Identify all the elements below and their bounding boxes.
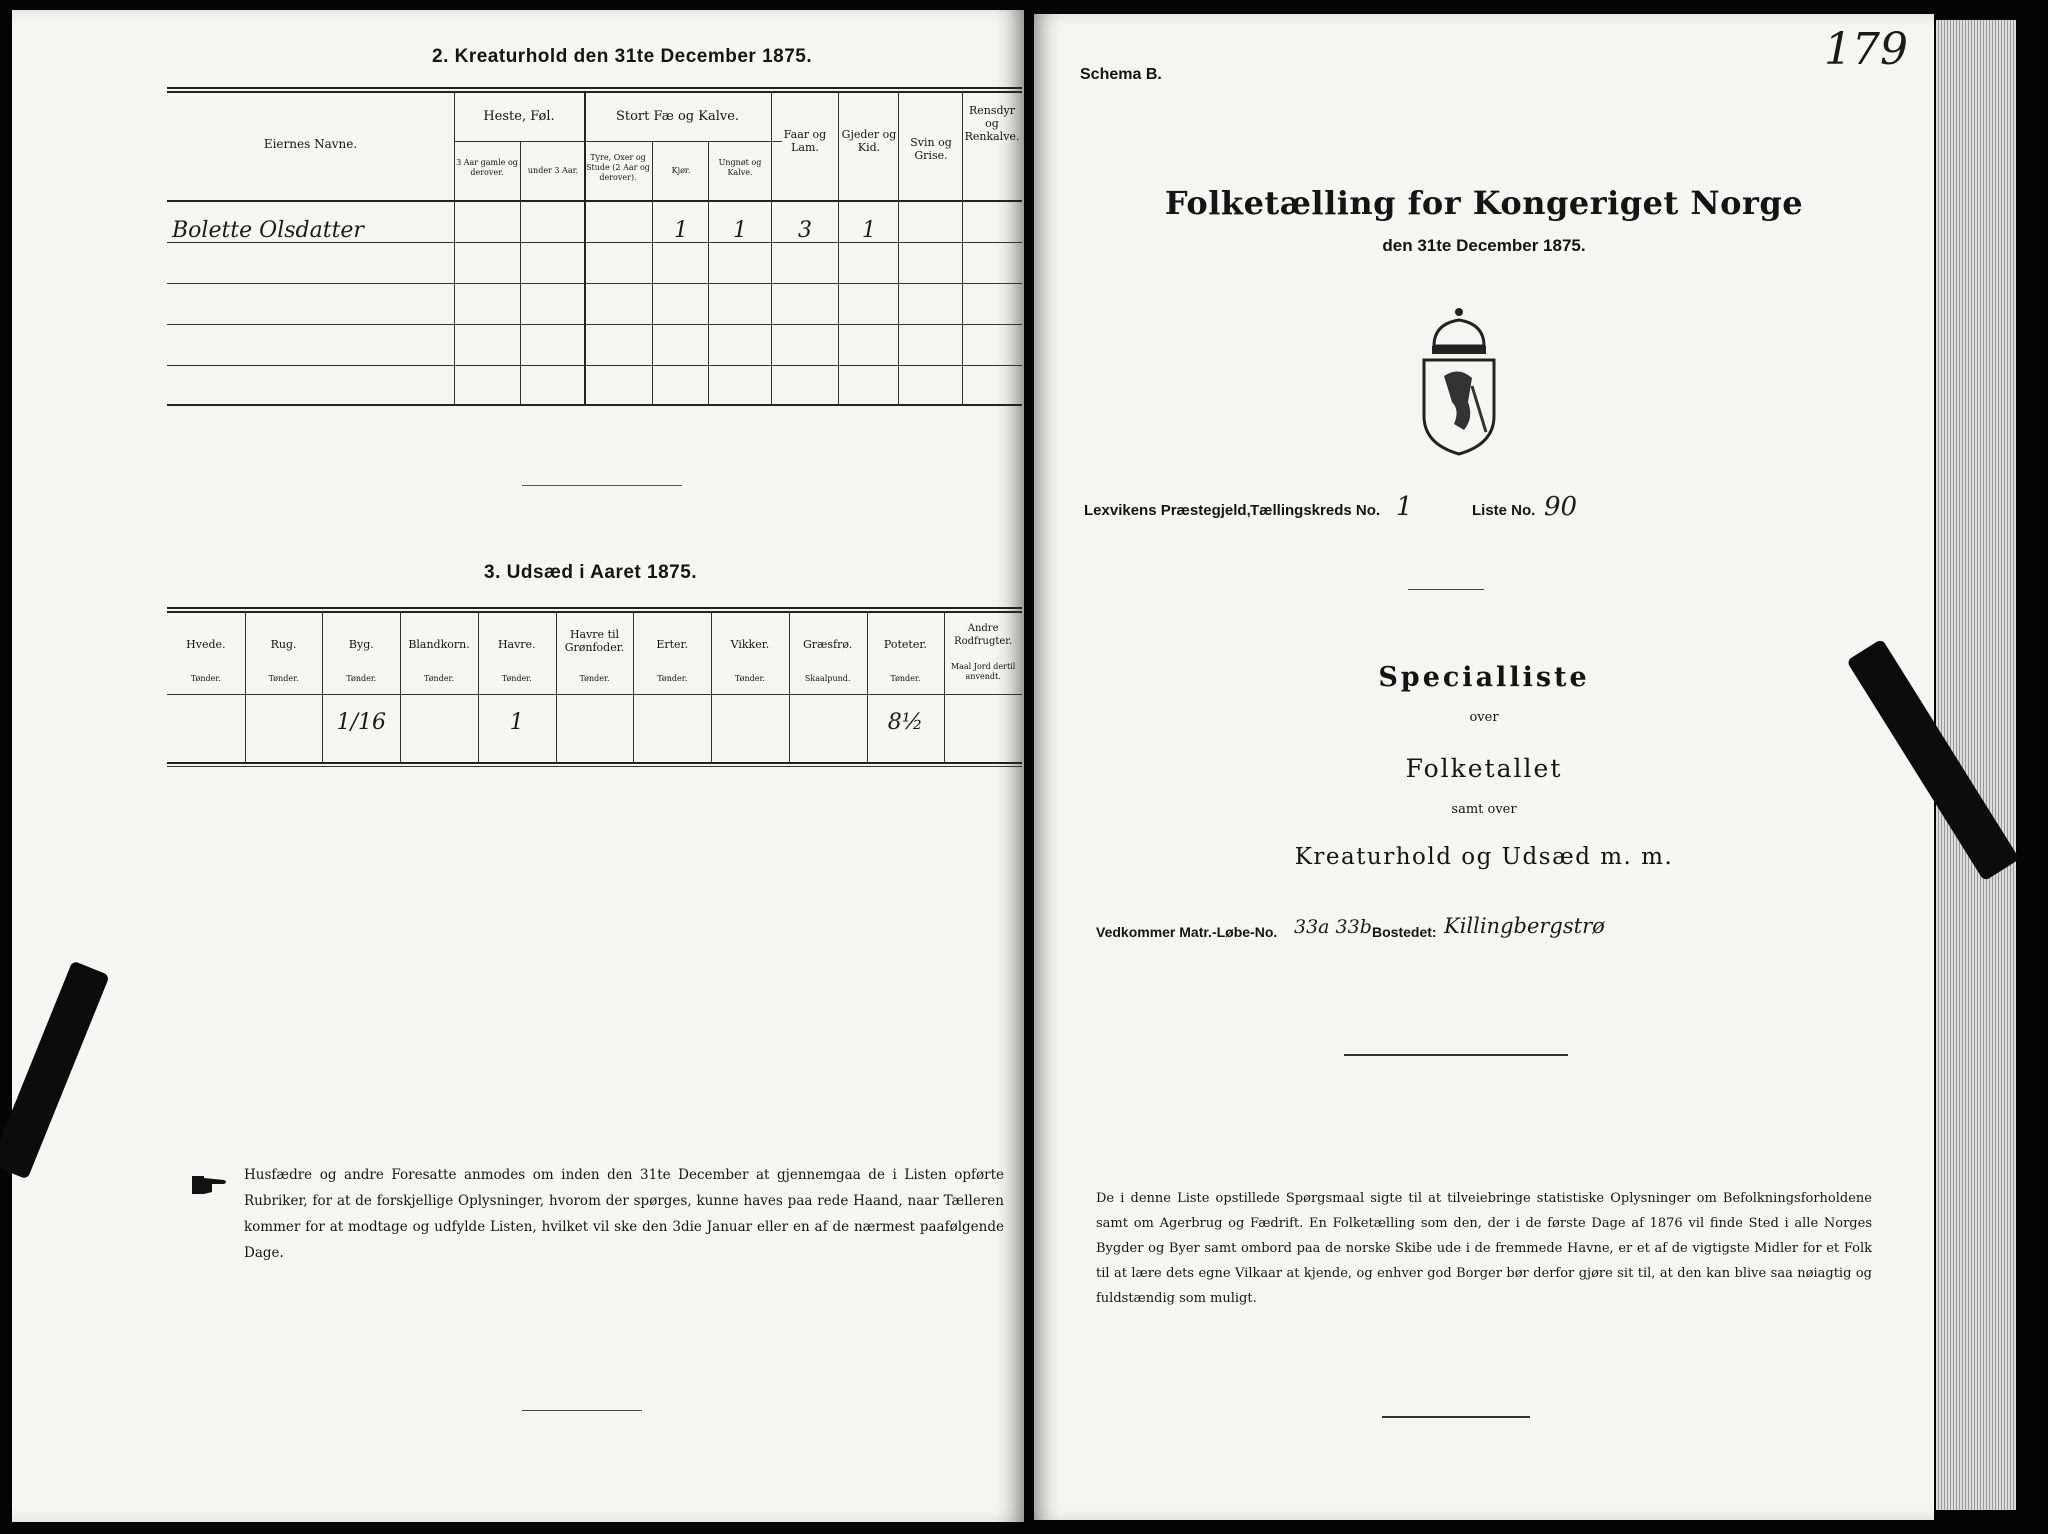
liste-label: Liste No. <box>1472 502 1536 519</box>
divider <box>1344 1054 1568 1056</box>
schema-label: Schema B. <box>1080 66 1162 83</box>
bottom-divider <box>522 1410 642 1411</box>
sowing-col-divider <box>400 611 401 762</box>
sowing-col-divider <box>478 611 479 762</box>
sowing-col-divider <box>556 611 557 762</box>
liste-value: 90 <box>1544 492 1578 522</box>
sowing-col-unit: Tønder. <box>268 674 299 683</box>
sowing-col-header: Poteter. <box>883 638 927 651</box>
sowing-col-divider <box>633 611 634 762</box>
sowing-col-unit: Tønder. <box>657 674 688 683</box>
matr-value: 33a 33b <box>1294 916 1372 938</box>
horse-young-header: under 3 Aar. <box>527 166 579 175</box>
sowing-col-unit: Tønder. <box>734 674 765 683</box>
young-cattle-header: Ungnøt og Kalve. <box>718 158 762 177</box>
specialliste-title: Specialliste <box>1378 662 1590 693</box>
sowing-col-header: Blandkorn. <box>408 638 470 651</box>
sowing-col-divider <box>245 611 246 762</box>
cattle-header: Stort Fæ og Kalve. <box>615 109 740 124</box>
page-number: 179 <box>1824 24 1908 75</box>
samt-over-text: samt over <box>1451 802 1517 817</box>
sowing-col-header: Byg. <box>348 638 374 651</box>
date-line: den 31te December 1875. <box>1382 236 1586 255</box>
bulls-header: Tyre, Oxer og Stude (2 Aar og derover). <box>586 153 650 182</box>
owner-header: Eiernes Navne. <box>263 137 358 151</box>
sowing-value: 1 <box>509 710 524 735</box>
sheep-header: Faar og Lam. <box>783 128 827 154</box>
divider <box>1408 589 1484 590</box>
sowing-value: 8½ <box>887 710 924 735</box>
sowing-col-header: Andre Rodfrugter. <box>954 623 1013 647</box>
sowing-col-unit: Maal Jord dertil anvendt. <box>950 662 1016 681</box>
divider <box>522 485 682 486</box>
sowing-col-divider <box>322 611 323 762</box>
bostedet-value: Killingbergstrø <box>1444 914 1605 938</box>
left-page <box>12 10 1024 1522</box>
section3-title: 3. Udsæd i Aaret 1875. <box>484 562 698 583</box>
sowing-col-header: Rug. <box>270 638 297 651</box>
section2-title: 2. Kreaturhold den 31te December 1875. <box>432 46 813 67</box>
sowing-col-header: Havre til Grønfoder. <box>564 628 625 654</box>
goats-value: 1 <box>862 218 876 243</box>
sowing-col-divider <box>711 611 712 762</box>
bostedet-label: Bostedet: <box>1372 924 1437 940</box>
cows-header: Kjør. <box>671 166 691 175</box>
right-page <box>1034 14 1934 1520</box>
sowing-col-unit: Tønder. <box>501 674 532 683</box>
owner-name: Bolette Olsdatter <box>172 218 364 243</box>
sowing-col-unit: Tønder. <box>890 674 921 683</box>
sowing-col-header: Græsfrø. <box>803 638 853 651</box>
goats-header: Gjeder og Kid. <box>841 128 897 154</box>
sowing-col-unit: Tønder. <box>424 674 455 683</box>
main-title: Folketælling for Kongeriget Norge <box>1164 184 1804 222</box>
over-text: over <box>1469 710 1499 725</box>
horse-old-header: 3 Aar gamle og derover. <box>456 158 518 177</box>
horse-header: Heste, Føl. <box>483 109 555 124</box>
young-cattle-value: 1 <box>733 218 747 243</box>
bottom-divider <box>1382 1416 1530 1418</box>
sowing-value: 1/16 <box>336 710 387 735</box>
reindeer-header: Rensdyr og Renkalve. <box>964 104 1020 143</box>
pigs-header: Svin og Grise. <box>910 136 952 162</box>
kreds-value: 1 <box>1396 492 1413 522</box>
sowing-col-header: Havre. <box>497 638 536 651</box>
cows-value: 1 <box>674 218 688 243</box>
sheep-value: 3 <box>798 218 812 243</box>
sowing-col-unit: Tønder. <box>346 674 377 683</box>
parish-label: Lexvikens Præstegjeld, <box>1084 502 1251 519</box>
sowing-col-header: Vikker. <box>730 638 770 651</box>
pointing-hand-icon <box>190 1170 230 1200</box>
right-note: De i denne Liste opstillede Spørgsmaal sigte til at tilveiebringe statistiske Oplysninger om Befolkningsforholdene samt om Agerbrug og Fædrift. En Folketælling som den, der i de første Dage af 1876 vil finde Sted i alle Norges Bygder og Byer samt ombord paa de norske Skibe ude i de fremmede Havne, er et af de vigtigste Midler for et Folk til at lære dets egne Vilkaar at kjende, og enhver god Borger bør derfor gjøre sit til, at den kan blive saa nøiagtig og fuldstændig som muligt. <box>1096 1191 1872 1306</box>
sowing-col-header: Erter. <box>656 638 689 651</box>
kreds-label: Tællingskreds No. <box>1250 502 1381 519</box>
folketallet-title: Folketallet <box>1405 754 1563 783</box>
left-note: Husfædre og andre Foresatte anmodes om inden den 31te December at gjennemgaa de i Listen opførte Rubriker, for at de forskjellige Oplysninger, hvorom der spørges, kunne haves paa rede Haand, naar Tælleren kommer for at modtage og udfylde Listen, hvilket vil ske den 3die Januar eller en af de nærmest paafølgende Dage. <box>244 1167 1004 1261</box>
sowing-col-divider <box>789 611 790 762</box>
sowing-col-unit: Tønder. <box>579 674 610 683</box>
kreaturhold-title: Kreaturhold og Udsæd m. m. <box>1294 844 1674 870</box>
coat-of-arms-emblem <box>1414 306 1504 456</box>
sowing-col-unit: Skaalpund. <box>804 674 851 683</box>
sowing-col-header: Hvede. <box>186 638 226 651</box>
sowing-col-unit: Tønder. <box>190 674 221 683</box>
sowing-col-divider <box>944 611 945 762</box>
matr-label: Vedkommer Matr.-Løbe-No. <box>1096 924 1278 940</box>
sowing-col-divider <box>867 611 868 762</box>
